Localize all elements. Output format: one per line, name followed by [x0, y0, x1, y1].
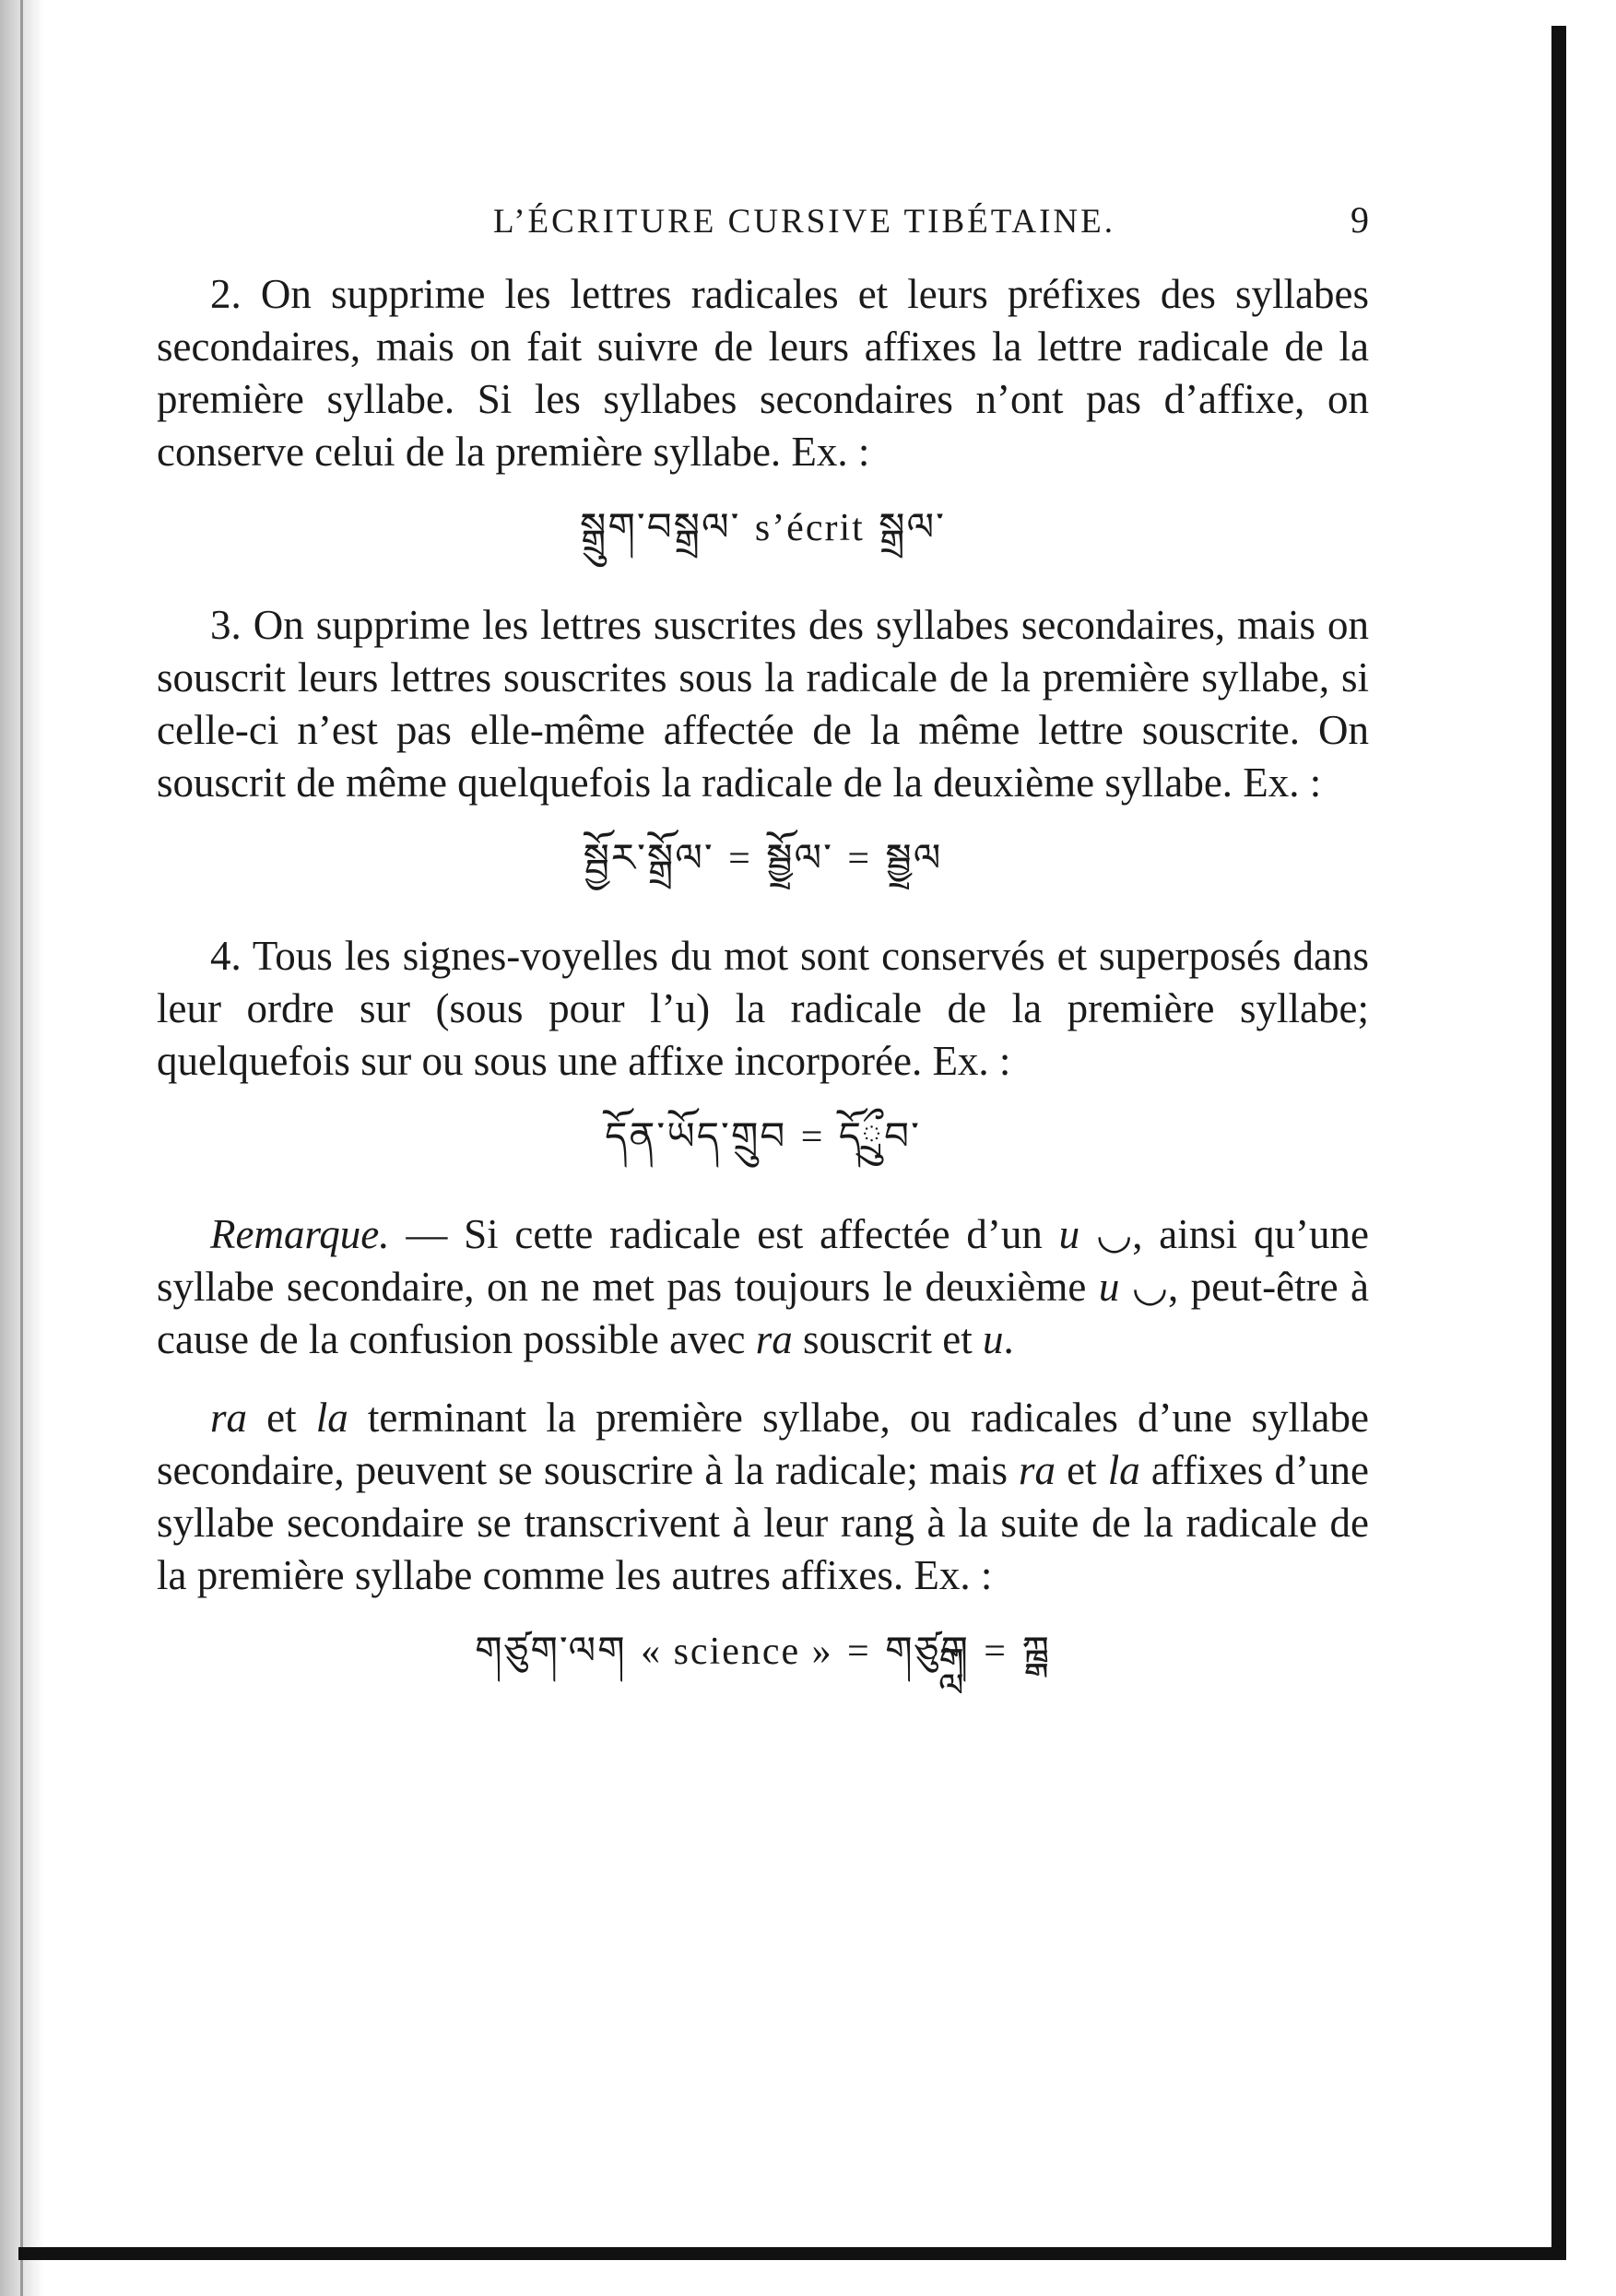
section-2-text: 2. On supprime les lettres radicales et leurs préfixes des syllabes secondaires, mais on fait suivre de leurs affixes la lettre radicale de la première syllabe. Si les syllabes secondaires n’ont pas d’affixe, on conserve celui de la première syllabe. Ex. : [157, 271, 1369, 475]
gloss-science: « science » [641, 1631, 833, 1673]
tibetan-text: གཙུག་ལག [475, 1628, 627, 1673]
page-number: 9 [1351, 199, 1369, 241]
remarque-label: Remarque. [210, 1211, 390, 1257]
tibetan-text: དོྲྀུབ་ [838, 1113, 921, 1159]
equals-sign: = [847, 838, 872, 880]
running-title: L’ÉCRITURE CURSIVE TIBÉTAINE. [493, 203, 1115, 241]
tibetan-text: སྦྱྲལ [885, 835, 943, 880]
section-4-text: 4. Tous les signes-voyelles du mot sont conservés et superposés dans leur ordre sur (sous pour l’u) la radicale de la première syllabe; quelquefois sur ou sous une affixe incorporée. Ex. : [157, 933, 1369, 1084]
page-border-bottom [18, 2247, 1566, 2260]
scan-edge-line [20, 0, 23, 2296]
section-2-example [157, 500, 1369, 555]
running-header [157, 194, 1369, 248]
remarque-paragraph: Remarque. — Si cette radicale est affectée d’un u ◡, ainsi qu’une syllabe secondaire, on ne met pas toujours le deuxième u ◡, peut-être à cause de la confusion possible avec ra souscrit et u. [157, 1211, 1369, 1362]
section-3-example [157, 831, 1369, 886]
equals-sign: = [800, 1116, 825, 1159]
tibetan-text: སྦྱྲོལ་ [766, 835, 833, 880]
tibetan-text: དོན་ཡོད་གྲུབ [605, 1113, 787, 1159]
page-content [157, 194, 1369, 1723]
cursive-tibetan: ཀྑྒ [1021, 1628, 1051, 1673]
ra-la-paragraph: ra et la terminant la première syllabe, ou radicales d’une syllabe secondaire, peuvent se souscrire à la radicale; mais ra et la affixes d’une syllabe secondaire se transcrivent à leur rang à la suite de la radicale de la première syllabe comme les autres affixes. Ex. : [157, 1395, 1370, 1598]
tibetan-text: སྦྱོར་སྒྲོལ་ [583, 835, 714, 880]
equals-sign: = [847, 1631, 871, 1673]
equals-sign: = [728, 838, 752, 880]
tibetan-text: གཙུྒླག [885, 1628, 970, 1673]
tibetan-text: སྒྲུག་བསྒྲལ་ [580, 504, 741, 549]
equals-sign: = [984, 1631, 1008, 1673]
example-connector: s’écrit [754, 507, 865, 549]
section-4-example [157, 1110, 1369, 1164]
page-border-right [1551, 26, 1566, 2256]
tibetan-text: སྒྲལ་ [879, 504, 946, 549]
section-3-text: 3. On supprime les lettres suscrites des syllabes secondaires, mais on souscrit leurs lettres souscrites sous la radicale de la première syllabe, si celle-ci n’est pas elle-même affectée de la même lettre souscrite. On souscrit de même quelquefois la radicale de la deuxième syllabe. Ex. : [157, 602, 1369, 806]
ra-la-example [157, 1624, 1369, 1678]
